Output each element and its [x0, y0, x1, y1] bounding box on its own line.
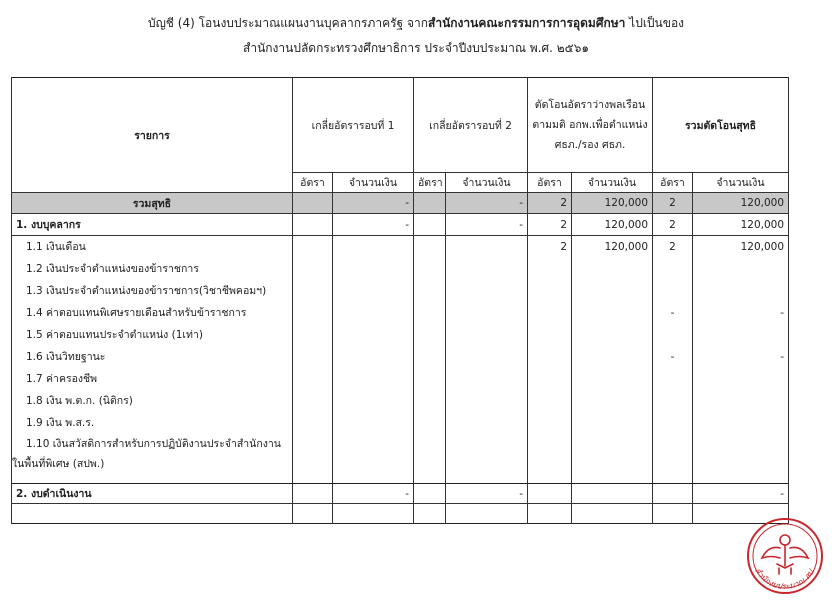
item-label: 1.3 เงินประจำตำแหน่งของข้าราชการ(วิชาชีพคอมฯ): [12, 280, 293, 302]
round1-header: เกลี่ยอัตรารอบที่ 1: [293, 78, 414, 173]
total-row: [12, 193, 789, 214]
table-row: [12, 324, 789, 346]
empty-row: [12, 504, 789, 524]
office-seal-stamp: [744, 516, 826, 598]
item-label: 1.7 ค่าครองชีพ: [12, 368, 293, 390]
table-row: [12, 434, 789, 474]
rate-header: อัตรา: [293, 173, 333, 193]
table-row: [12, 280, 789, 302]
operations-row: [12, 484, 789, 504]
total-r2-amount: -: [446, 193, 528, 214]
table-row: [12, 368, 789, 390]
operations-r2-amount: -: [446, 484, 528, 504]
rate-header: อัตรา: [414, 173, 446, 193]
budget-transfer-table: [11, 77, 789, 524]
item-label: 1.8 เงิน พ.ต.ก. (นิติกร): [12, 390, 293, 412]
operations-r1-amount: -: [333, 484, 414, 504]
table-row: [12, 302, 789, 324]
table-row: [12, 346, 789, 368]
items-header: รายการ: [12, 78, 293, 193]
total-vacant-rate: 2: [528, 193, 572, 214]
item-label-line1: 1.10 เงินสวัสดิการสำหรับการปฏิบัติงานประจำสำนักงาน: [26, 437, 281, 450]
stamp-text: สำนักงบประมาณ สป.: [753, 566, 817, 591]
item-net-rate: 2: [653, 236, 693, 258]
round2-header: เกลี่ยอัตรารอบที่ 2: [414, 78, 528, 173]
item-net-rate: -: [653, 302, 693, 324]
operations-net-amount: -: [693, 484, 789, 504]
item-label: 1.2 เงินประจำตำแหน่งของข้าราชการ: [12, 258, 293, 280]
amount-header: จำนวนเงิน: [333, 173, 414, 193]
document-title-line1: บัญชี (4) โอนงบประมาณแผนงานบุคลากรภาครัฐ จากสำนักงานคณะกรรมการการอุดมศึกษา ไปเป็นของ: [147, 16, 685, 30]
total-net-rate: 2: [653, 193, 693, 214]
table-row: [12, 390, 789, 412]
header-row-1: [12, 78, 789, 173]
item-vacant-rate: 2: [528, 236, 572, 258]
item-label: 1.5 ค่าตอบแทนประจำตำแหน่ง (1เท่า): [12, 324, 293, 346]
item-net-amount: -: [693, 346, 789, 368]
personnel-row: [12, 214, 789, 236]
item-label: 1.4 ค่าตอบแทนพิเศษรายเดือนสำหรับข้าราชการ: [12, 302, 293, 324]
item-label: 1.9 เงิน พ.ส.ร.: [12, 412, 293, 434]
item-vacant-amount: 120,000: [572, 236, 653, 258]
svg-text:สำนักงบประมาณ สป.: [753, 566, 817, 591]
total-vacant-amount: 120,000: [572, 193, 653, 214]
item-net-amount: 120,000: [693, 236, 789, 258]
table-row: [12, 412, 789, 434]
personnel-net-rate: 2: [653, 214, 693, 236]
amount-header: จำนวนเงิน: [693, 173, 789, 193]
item-net-amount: -: [693, 302, 789, 324]
rate-header: อัตรา: [653, 173, 693, 193]
item-label: [12, 434, 293, 474]
operations-label: 2. งบดำเนินงาน: [12, 484, 293, 504]
total-r1-amount: -: [333, 193, 414, 214]
personnel-r1-amount: -: [333, 214, 414, 236]
garuda-emblem-icon: [762, 535, 808, 574]
item-net-rate: -: [653, 346, 693, 368]
item-label: 1.1 เงินเดือน: [12, 236, 293, 258]
rate-header: อัตรา: [528, 173, 572, 193]
amount-header: จำนวนเงิน: [572, 173, 653, 193]
personnel-r2-amount: -: [446, 214, 528, 236]
net-header: รวมตัดโอนสุทธิ: [653, 78, 789, 173]
personnel-net-amount: 120,000: [693, 214, 789, 236]
personnel-vacant-rate: 2: [528, 214, 572, 236]
personnel-label: 1. งบบุคลากร: [12, 214, 293, 236]
item-label-line2: ในพื้นที่พิเศษ (สปพ.): [12, 457, 105, 470]
vacant-header: ตัดโอนอัตราว่างพลเรือน ตามมติ อกพ.เพื่อตำแหน่ง ศธภ./รอง ศธภ.: [528, 78, 653, 173]
item-label: 1.6 เงินวิทยฐานะ: [12, 346, 293, 368]
table-row: [12, 258, 789, 280]
total-net-amount: 120,000: [693, 193, 789, 214]
document-title-line2: สำนักงานปลัดกระทรวงศึกษาธิการ ประจำปีงบประมาณ พ.ศ. ๒๕๖๑: [243, 41, 589, 55]
amount-header: จำนวนเงิน: [446, 173, 528, 193]
spacer-row: [12, 474, 789, 484]
total-label: รวมสุทธิ: [12, 193, 293, 214]
personnel-vacant-amount: 120,000: [572, 214, 653, 236]
table-row: [12, 236, 789, 258]
